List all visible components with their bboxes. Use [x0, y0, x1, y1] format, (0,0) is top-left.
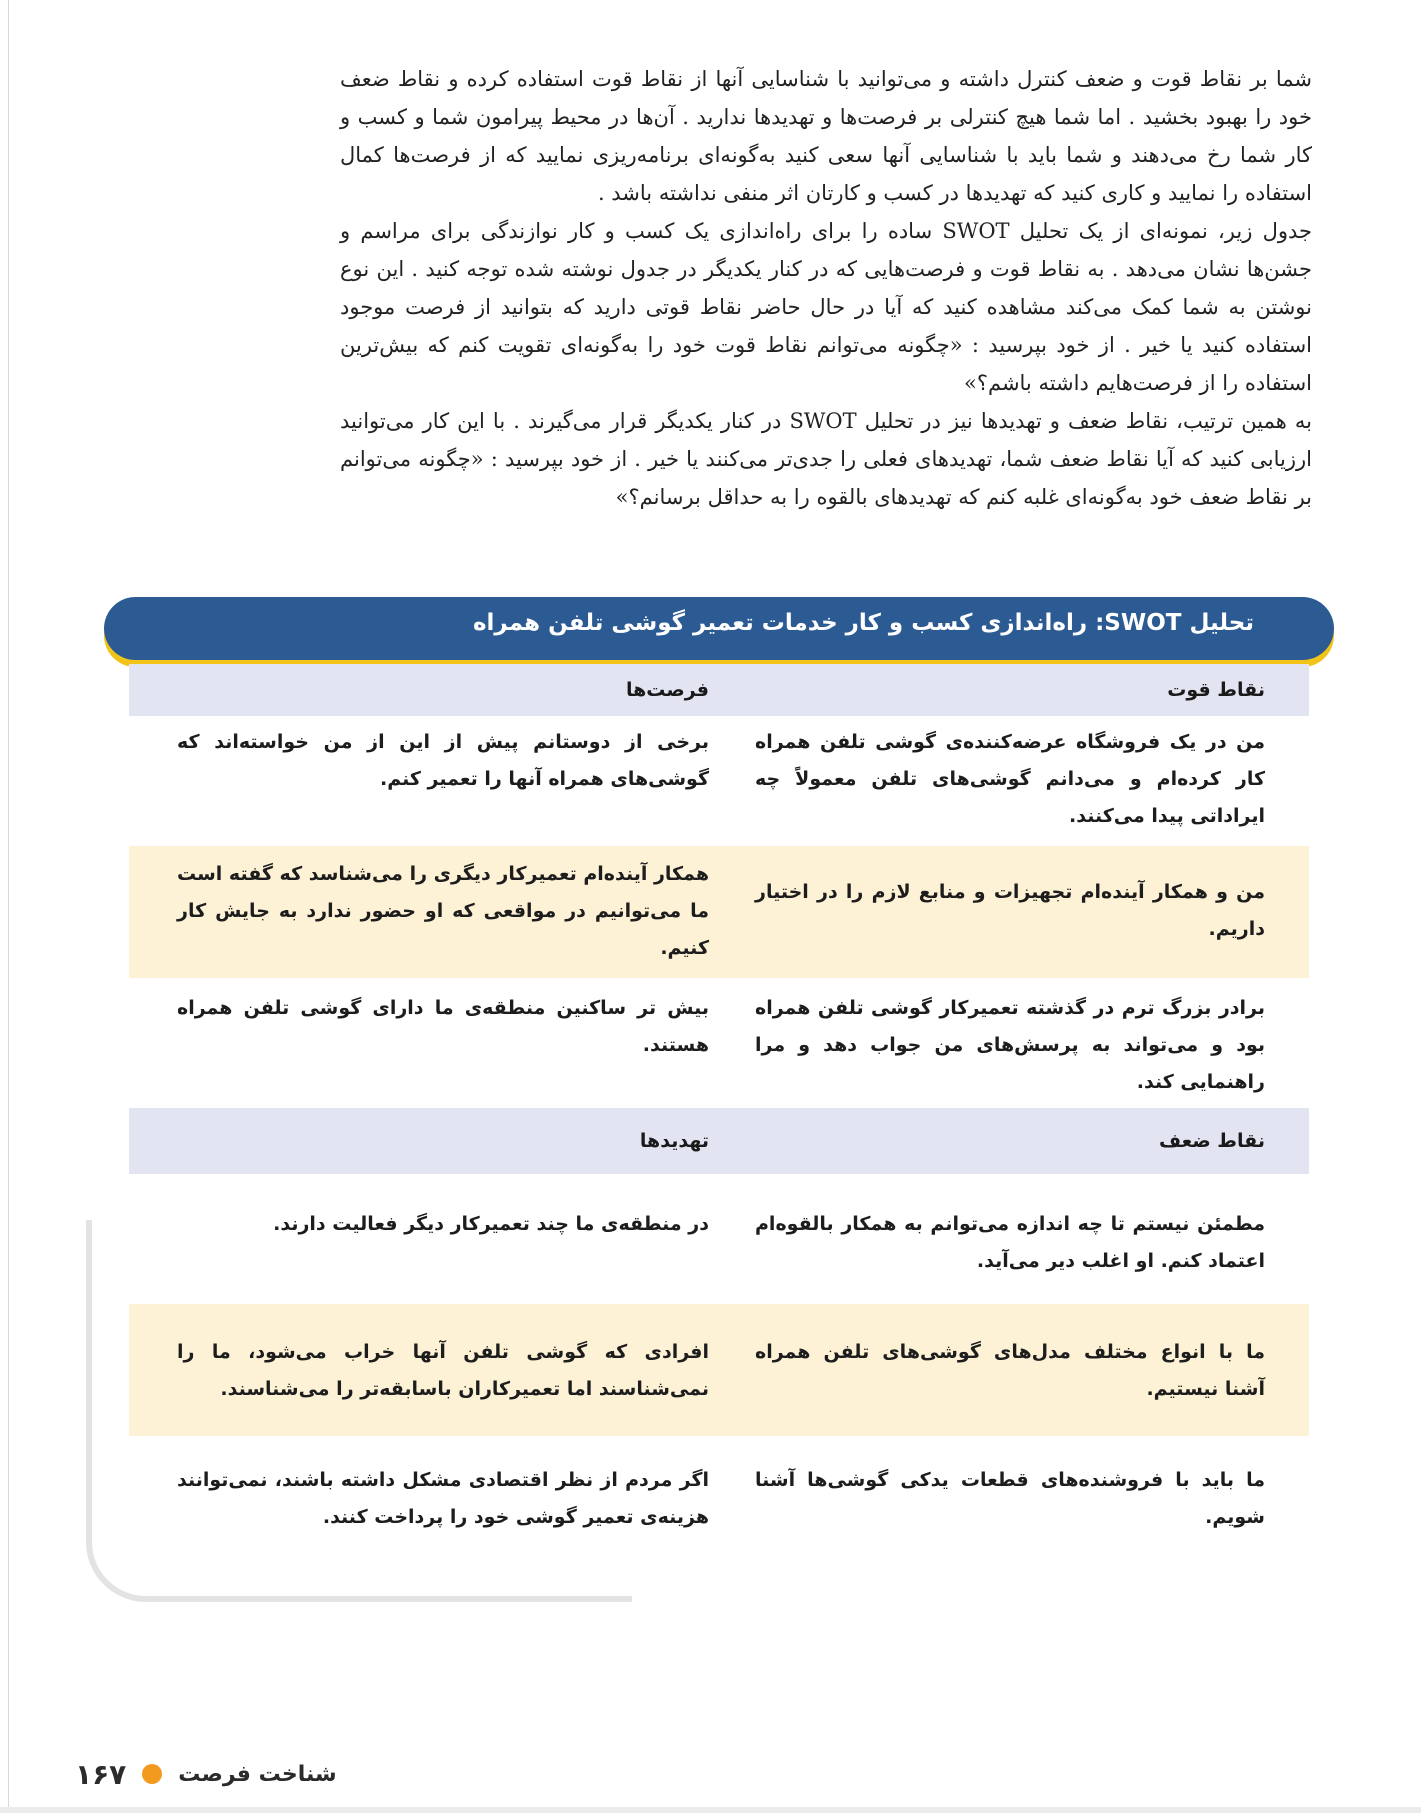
table-title-banner	[104, 597, 1334, 660]
footer-title: شناخت فرصت	[178, 1761, 337, 1787]
table-row	[129, 1436, 1309, 1576]
intro-paragraph: جدول زیر، نمونه‌ای از یک تحلیل SWOT ساده را برای راه‌اندازی یک کسب و کار نوازندگی برای مراسم و جشن‌ها نشان می‌دهد . به نقاط قوت و فرصت‌هایی که در کنار یکدیگر در جدول نوشته شده توجه کنید . این نوع نوشتن به شما کمک می‌کند مشاهده کنید که آیا در حال حاضر نقاط قوتی دارید که بتوانید از فرصت موجود استفاده کنید یا خیر . از خود بپرسید : «چگونه می‌توانم نقاط قوت خود را به‌گونه‌ای تقویت کنم که بیش‌ترین استفاده را از فرصت‌هایم داشته باشم؟»	[340, 219, 1312, 395]
opportunity-cell: همکار آینده‌ام تعمیرکار دیگری را می‌شناسد که گفته است ما می‌توانیم در مواقعی که او حضور ندارد به جایش کار کنیم.	[177, 863, 709, 959]
intro-text	[340, 60, 1312, 516]
intro-paragraph: به همین ترتیب، نقاط ضعف و تهدیدها نیز در تحلیل SWOT در کنار یکدیگر قرار می‌گیرند . با این کار می‌توانید ارزیابی کنید که آیا نقاط ضعف شما، تهدیدهای فعلی را جدی‌تر می‌کنند یا خیر . از خود بپرسید : «چگونه می‌توانم بر نقاط ضعف خود به‌گونه‌ای غلبه کنم که تهدیدهای بالقوه را به حداقل برسانم؟»	[340, 409, 1312, 509]
threat-cell: در منطقه‌ی ما چند تعمیرکار دیگر فعالیت دارند.	[273, 1213, 709, 1235]
swot-table	[129, 664, 1309, 1576]
page-footer	[75, 1756, 337, 1792]
table-title: تحلیل SWOT: راه‌اندازی کسب و کار خدمات تعمیر گوشی تلفن همراه	[472, 610, 1254, 636]
table-row	[129, 846, 1309, 978]
strength-cell: من در یک فروشگاه عرضه‌کننده‌ی گوشی تلفن همراه کار کرده‌ام و می‌دانم گوشی‌های تلفن معمولاً چه ایراداتی پیدا می‌کنند.	[755, 731, 1265, 827]
weakness-cell: مطمئن نیستم تا چه اندازه می‌توانم به همکار بالقوه‌ام اعتماد کنم. او اغلب دیر می‌آید.	[755, 1213, 1265, 1272]
page-edge-rule	[8, 0, 9, 1813]
opportunities-header: فرصت‌ها	[625, 679, 709, 701]
table-row	[129, 1174, 1309, 1304]
weakness-cell: ما با انواع مختلف مدل‌های گوشی‌های تلفن همراه آشنا نیستیم.	[755, 1341, 1265, 1400]
bottom-edge-strip	[0, 1807, 1421, 1813]
table-header-row	[129, 1108, 1309, 1174]
table-row	[129, 978, 1309, 1108]
threat-cell: اگر مردم از نظر اقتصادی مشکل داشته باشند، نمی‌توانند هزینه‌ی تعمیر گوشی خود را پرداخت کنند.	[177, 1469, 709, 1528]
page-number: ۱۶۷	[75, 1757, 127, 1791]
table-header-row	[129, 664, 1309, 716]
threat-cell: افرادی که گوشی تلفن آنها خراب می‌شود، ما را نمی‌شناسند اما تعمیرکاران باسابقه‌تر را می‌شناسند.	[177, 1341, 709, 1400]
table-row	[129, 716, 1309, 846]
opportunity-cell: بیش تر ساکنین منطقه‌ی ما دارای گوشی تلفن همراه هستند.	[177, 997, 709, 1056]
table-row	[129, 1304, 1309, 1436]
threats-header: تهدیدها	[639, 1130, 709, 1152]
intro-paragraph: شما بر نقاط قوت و ضعف کنترل داشته و می‌توانید با شناسایی آنها از نقاط قوت استفاده کرده و نقاط ضعف خود را بهبود بخشید . اما شما هیچ کنترلی بر فرصت‌ها و تهدیدها ندارید . آن‌ها در محیط پیرامون شما و کسب و کار شما رخ می‌دهند و شما باید با شناسایی آنها سعی کنید به‌گونه‌ای برنامه‌ریزی نمایید که از فرصت‌ها کمال استفاده را نمایید و کاری کنید که تهدیدها در کسب و کارتان اثر منفی نداشته باشد .	[340, 67, 1312, 205]
weakness-cell: ما باید با فروشنده‌های قطعات یدکی گوشی‌ها آشنا شویم.	[755, 1469, 1265, 1528]
strength-cell: برادر بزرگ ترم در گذشته تعمیرکار گوشی تلفن همراه بود و می‌تواند به پرسش‌های من جواب دهد و مرا راهنمایی کند.	[755, 997, 1265, 1093]
weaknesses-header: نقاط ضعف	[1158, 1130, 1265, 1152]
strengths-header: نقاط قوت	[1167, 679, 1265, 701]
opportunity-cell: برخی از دوستانم پیش از این از من خواسته‌اند که گوشی‌های همراه آنها را تعمیر کنم.	[177, 731, 709, 790]
strength-cell: من و همکار آینده‌ام تجهیزات و منابع لازم را در اختیار داریم.	[755, 881, 1265, 940]
footer-dot-icon	[142, 1764, 162, 1784]
